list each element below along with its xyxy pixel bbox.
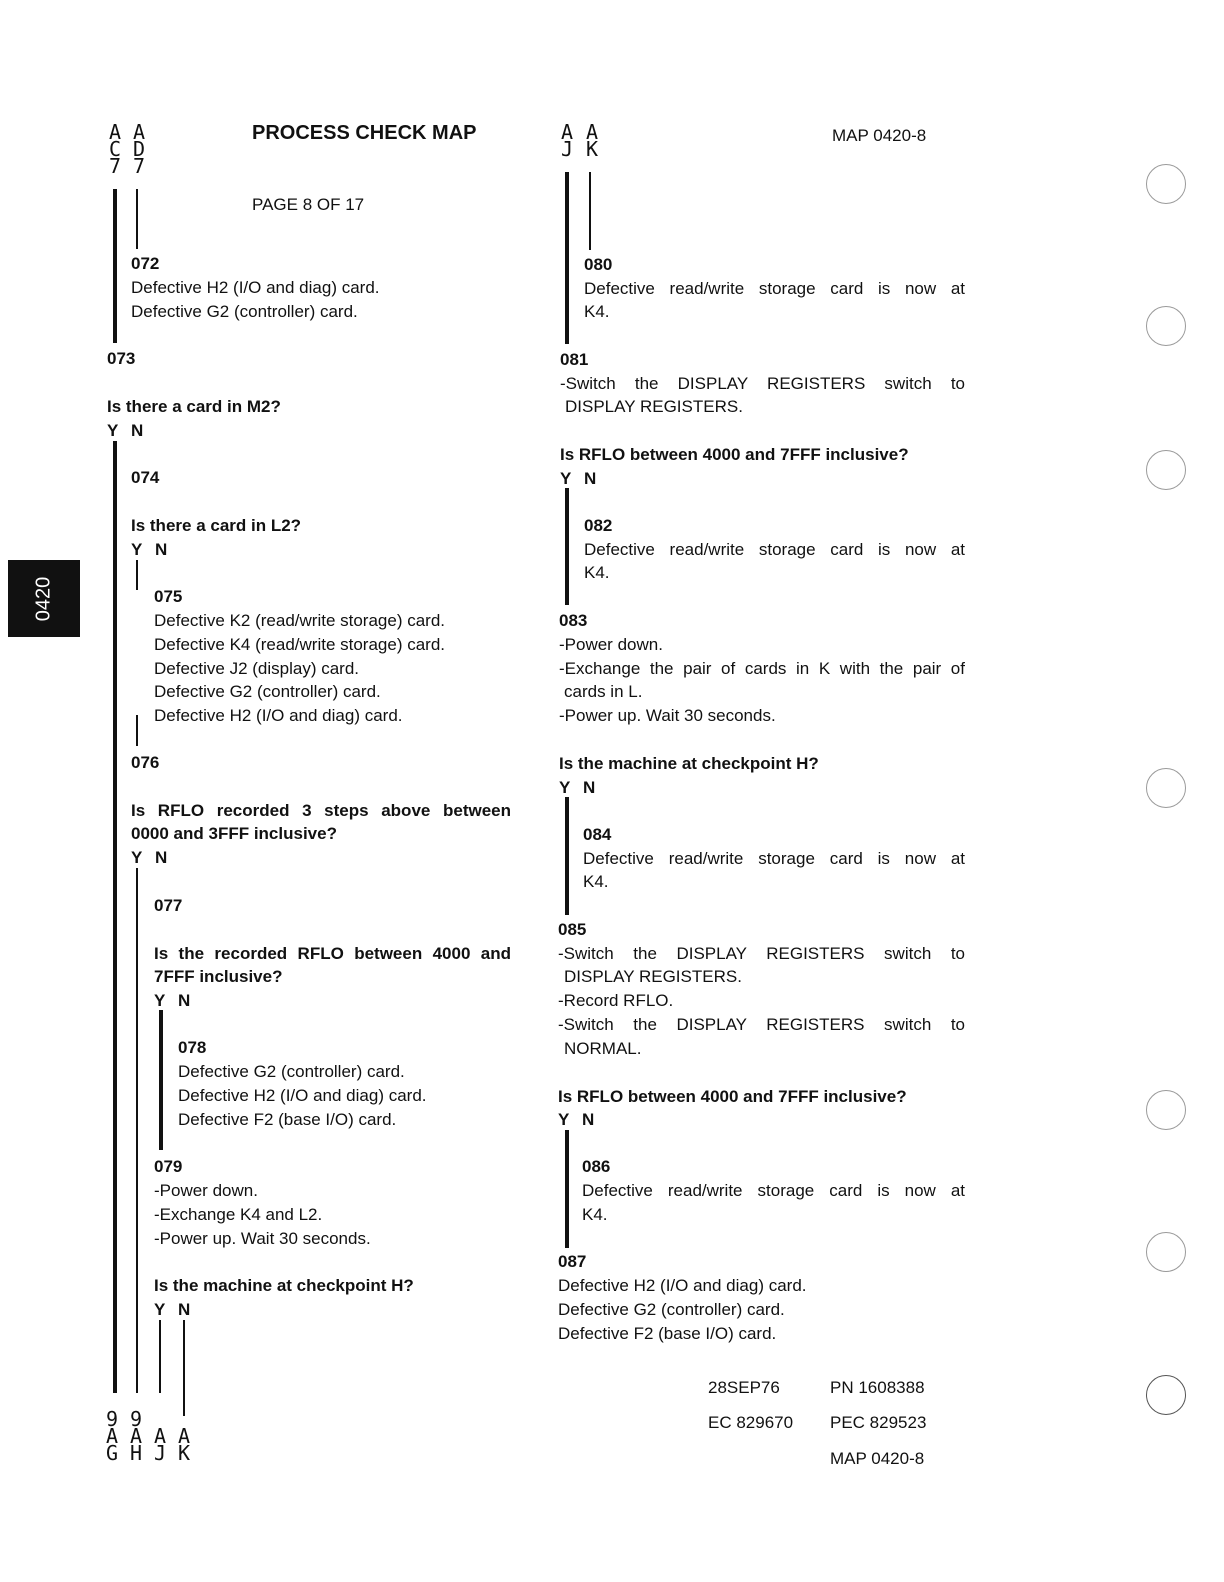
step-075-line: Defective G2 (controller) card.	[154, 682, 381, 701]
flow-line-081-yes	[565, 488, 569, 605]
connector-aj-out: A J	[153, 1424, 167, 1465]
binder-hole-icon	[1146, 306, 1186, 346]
answer-y: Y	[131, 848, 143, 867]
step-077-question-line1: Is the recorded RFLO between 4000 and	[154, 944, 511, 963]
connector-aj: A J	[560, 120, 574, 161]
flow-line-ak	[589, 172, 591, 250]
flow-line-085-yes	[565, 1130, 569, 1248]
connector-ac7: A C 7	[108, 120, 122, 178]
flow-line-aj	[565, 172, 569, 344]
step-072-line: Defective H2 (I/O and diag) card.	[131, 278, 380, 297]
step-073-number: 073	[107, 349, 136, 368]
step-082-number: 082	[584, 516, 613, 535]
footer-pn: PN 1608388	[830, 1378, 925, 1397]
step-075-line: Defective K4 (read/write storage) card.	[154, 635, 446, 654]
section-tab	[8, 560, 80, 637]
step-077-question-line2: 7FFF inclusive?	[154, 967, 283, 986]
step-085-line3: -Record RFLO.	[558, 991, 674, 1010]
step-075-number: 075	[154, 587, 183, 606]
binder-hole-icon	[1146, 450, 1186, 490]
step-085-line4: -Switch the DISPLAY REGISTERS switch to	[558, 1015, 965, 1034]
binder-hole-icon	[1146, 1090, 1186, 1130]
step-086-line2: K4.	[582, 1205, 608, 1224]
answer-y: Y	[154, 1300, 166, 1319]
step-081-line1: -Switch the DISPLAY REGISTERS switch to	[560, 374, 965, 393]
footer-ec: EC 829670	[708, 1413, 794, 1432]
step-085-line2: DISPLAY REGISTERS.	[564, 967, 742, 986]
binder-hole-icon	[1146, 1232, 1186, 1272]
connector-9ah: 9 A H	[129, 1407, 143, 1465]
connector-ad7: A D 7	[132, 120, 146, 178]
step-076-number: 076	[131, 753, 160, 772]
flow-line-076-yes	[136, 868, 138, 1393]
answer-n: N	[178, 1300, 191, 1319]
connector-ak-out: A K	[177, 1424, 191, 1465]
step-081-question: Is RFLO between 4000 and 7FFF inclusive?	[560, 445, 909, 464]
step-079-number: 079	[154, 1157, 183, 1176]
step-085-number: 085	[558, 920, 587, 939]
step-078-line: Defective G2 (controller) card.	[178, 1062, 405, 1081]
map-id-header: MAP 0420-8	[832, 126, 927, 145]
flow-line-079-no	[183, 1320, 185, 1416]
flow-line-ac7	[113, 189, 117, 343]
answer-y: Y	[131, 540, 143, 559]
step-074-question: Is there a card in L2?	[131, 516, 302, 535]
flow-line-m2-yes	[113, 441, 117, 1393]
answer-n: N	[583, 778, 596, 797]
binder-hole-icon	[1146, 164, 1186, 204]
step-077-number: 077	[154, 896, 183, 915]
footer-pec: PEC 829523	[830, 1413, 927, 1432]
step-078-line: Defective F2 (base I/O) card.	[178, 1110, 397, 1129]
answer-n: N	[155, 848, 168, 867]
answer-n: N	[155, 540, 168, 559]
answer-n: N	[131, 421, 144, 440]
page-title: PROCESS CHECK MAP	[252, 122, 477, 144]
step-074-number: 074	[131, 468, 160, 487]
step-086-number: 086	[582, 1157, 611, 1176]
step-073-question: Is there a card in M2?	[107, 397, 281, 416]
step-079-line: -Power down.	[154, 1181, 258, 1200]
step-079-line: -Power up. Wait 30 seconds.	[154, 1229, 371, 1248]
step-085-question: Is RFLO between 4000 and 7FFF inclusive?	[558, 1087, 907, 1106]
step-087-line: Defective H2 (I/O and diag) card.	[558, 1276, 807, 1295]
step-083-line1: -Power down.	[559, 635, 663, 654]
connector-ak: A K	[585, 120, 599, 161]
step-072-line: Defective G2 (controller) card.	[131, 302, 358, 321]
step-078-line: Defective H2 (I/O and diag) card.	[178, 1086, 427, 1105]
connector-9ag: 9 A G	[105, 1407, 119, 1465]
step-081-line2: DISPLAY REGISTERS.	[565, 397, 743, 416]
step-082-line2: K4.	[584, 563, 610, 582]
step-080-line1: Defective read/write storage card is now at	[584, 279, 965, 298]
flow-line-ad7	[136, 189, 138, 249]
flow-line-l2-yes-cont	[136, 715, 138, 746]
answer-y: Y	[560, 469, 572, 488]
step-087-number: 087	[558, 1252, 587, 1271]
step-083-line4: -Power up. Wait 30 seconds.	[559, 706, 776, 725]
step-078-number: 078	[178, 1038, 207, 1057]
step-084-line2: K4.	[583, 872, 609, 891]
step-083-line2: -Exchange the pair of cards in K with the pair of	[559, 659, 965, 678]
step-076-question-line1: Is RFLO recorded 3 steps above between	[131, 801, 511, 820]
step-086-line1: Defective read/write storage card is now at	[582, 1181, 965, 1200]
answer-n: N	[584, 469, 597, 488]
flow-line-079-yes	[159, 1320, 161, 1393]
section-tab-label: 0420	[32, 576, 55, 621]
footer-map-id: MAP 0420-8	[830, 1449, 925, 1468]
step-080-number: 080	[584, 255, 613, 274]
answer-y: Y	[559, 778, 571, 797]
step-083-question: Is the machine at checkpoint H?	[559, 754, 819, 773]
flow-line-083-yes	[565, 797, 569, 915]
binder-hole-icon	[1146, 768, 1186, 808]
step-085-line1: -Switch the DISPLAY REGISTERS switch to	[558, 944, 965, 963]
step-075-line: Defective K2 (read/write storage) card.	[154, 611, 446, 630]
step-085-line5: NORMAL.	[564, 1039, 642, 1058]
step-072-number: 072	[131, 254, 160, 273]
footer-date: 28SEP76	[708, 1378, 780, 1397]
page-number: PAGE 8 OF 17	[252, 195, 365, 214]
answer-y: Y	[558, 1110, 570, 1129]
step-075-line: Defective J2 (display) card.	[154, 659, 360, 678]
step-087-line: Defective F2 (base I/O) card.	[558, 1324, 777, 1343]
answer-n: N	[582, 1110, 595, 1129]
step-083-number: 083	[559, 611, 588, 630]
step-079-question: Is the machine at checkpoint H?	[154, 1276, 414, 1295]
answer-y: Y	[154, 991, 166, 1010]
step-084-line1: Defective read/write storage card is now at	[583, 849, 965, 868]
step-075-line: Defective H2 (I/O and diag) card.	[154, 706, 403, 725]
answer-y: Y	[107, 421, 119, 440]
answer-n: N	[178, 991, 191, 1010]
step-076-question-line2: 0000 and 3FFF inclusive?	[131, 824, 337, 843]
step-084-number: 084	[583, 825, 612, 844]
step-081-number: 081	[560, 350, 589, 369]
step-080-line2: K4.	[584, 302, 610, 321]
step-079-line: -Exchange K4 and L2.	[154, 1205, 323, 1224]
flow-line-l2-yes	[136, 560, 138, 590]
step-087-line: Defective G2 (controller) card.	[558, 1300, 785, 1319]
step-083-line3: cards in L.	[564, 682, 643, 701]
flow-line-077-yes	[159, 1010, 163, 1150]
binder-hole-icon	[1146, 1375, 1186, 1415]
step-082-line1: Defective read/write storage card is now at	[584, 540, 965, 559]
